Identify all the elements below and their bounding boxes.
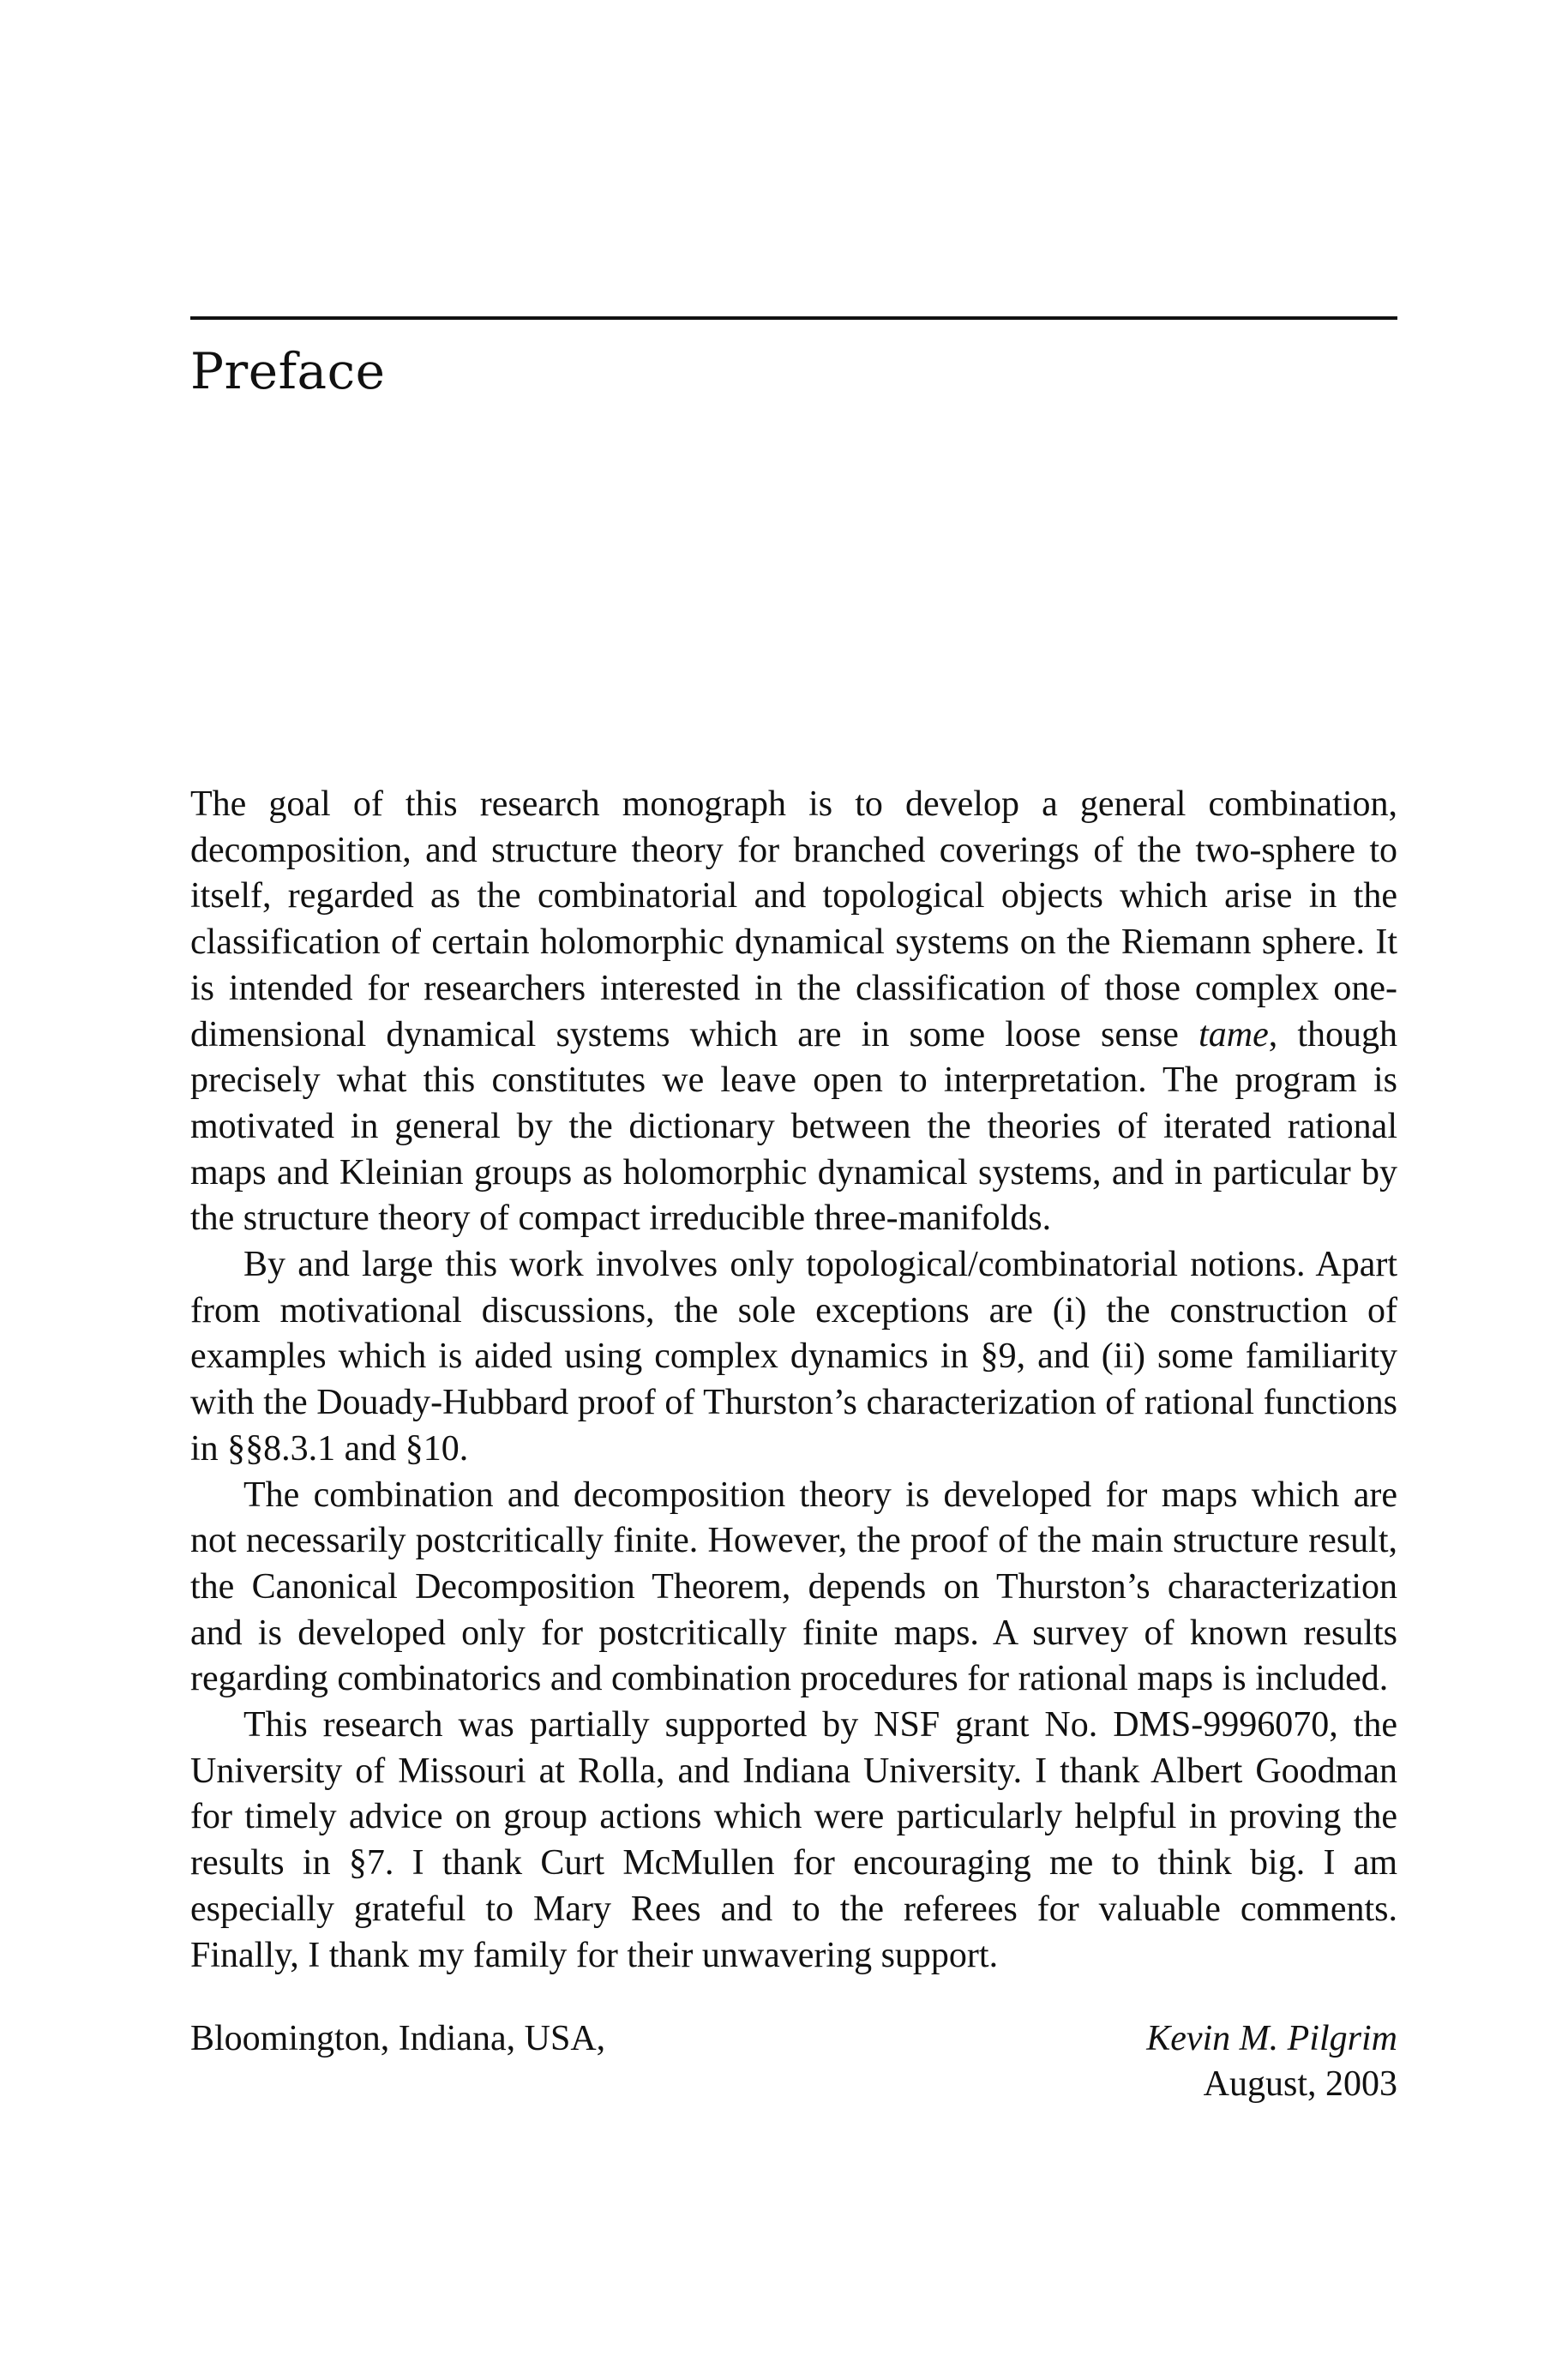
paragraph-goal-start: The goal of this research monograph is to develop a general combination, decomposition, and structure theory for branched coverings of the two-sphere to itself, regarded as the combinatorial and topological objects which arise in the classification of certain holomorphic dynamical systems on the Riemann sphere. It is intended for researchers interested in the classification of those complex one-dimensional dynamical systems which are in some loose sense (190, 784, 1397, 1054)
signoff-place: Bloomington, Indiana, USA, (190, 2019, 606, 2058)
paragraph-goal (190, 782, 1397, 1242)
paragraph-goal-end: , though precisely what this constitutes we leave open to interpretation. The program is motivated in general by the dictionary between the theories of iterated rational maps and Kleinian groups as holomorphic dynamical systems, and in particular by the structure theory of compact irreducible three-manifolds. (190, 1014, 1397, 1239)
chapter-rule (190, 316, 1397, 320)
paragraph-acknowledgments: This research was partially supported by NSF grant No. DMS-9996070, the University of Missouri at Rolla, and Indiana University. I thank Albert Goodman for timely advice on group actions which were particularly helpful in proving the results in §7. I thank Curt McMullen for encouraging me to think big. I am especially grateful to Mary Rees and to the referees for valuable comments. Finally, I thank my family for their unwavering support. (190, 1705, 1397, 1975)
signoff-author: Kevin M. Pilgrim (1146, 2019, 1397, 2058)
paragraph-notions: By and large this work involves only topological/combinatorial notions. Apart from motivational discussions, the sole exceptions are (i) the construction of examples which is aided using complex dynamics in §9, and (ii) some familiarity with the Douady-Hubbard proof of Thurston’s characterization of rational functions in §§8.3.1 and §10. (190, 1245, 1397, 1469)
paragraph-theory: The combination and decomposition theory is developed for maps which are not necessarily postcritically finite. However, the proof of the main structure result, the Canonical Decomposition Theorem, depends on Thurston’s characterization and is developed only for postcritically finite maps. A survey of known results regarding combinatorics and combination procedures for rational maps is included. (190, 1475, 1397, 1699)
preface-body (190, 782, 1397, 1979)
signoff-date: August, 2003 (1203, 2064, 1397, 2104)
chapter-title: Preface (190, 342, 386, 400)
emphasis-tame: tame (1199, 1014, 1269, 1054)
